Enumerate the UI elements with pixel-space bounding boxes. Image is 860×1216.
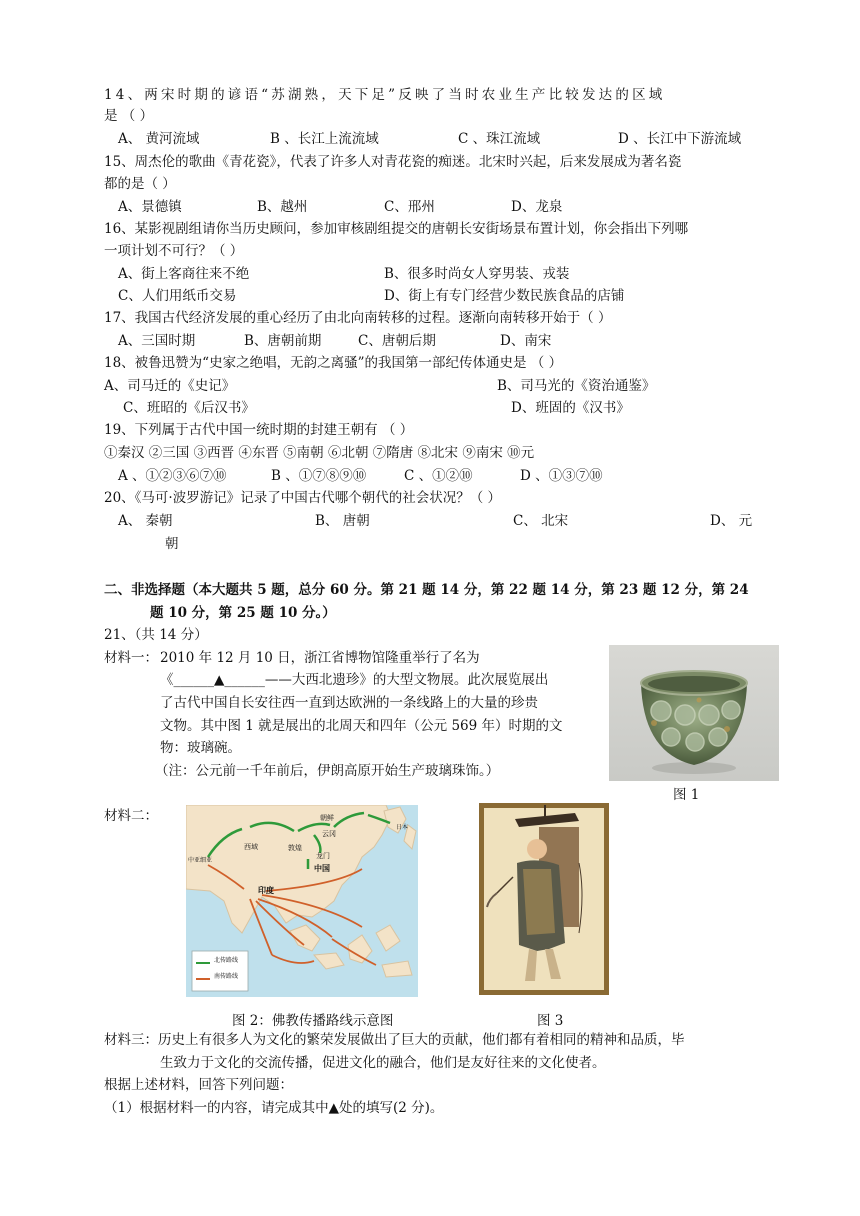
q15-option-d: D、龙泉: [511, 199, 563, 215]
q19-option-b: B 、①⑦⑧⑨⑩: [271, 468, 367, 484]
q18-option-d: D、班固的《汉书》: [511, 400, 630, 416]
q20-option-c: C、 北宋: [513, 513, 569, 529]
q14-option-c: C 、珠江流域: [458, 131, 541, 147]
q20-option-d: D、 元: [710, 513, 753, 529]
map-label: 龙门: [316, 852, 330, 860]
legend-north-route: 北传路线: [214, 957, 239, 964]
q19-stem: 19、下列属于古代中国一统时期的封建王朝有 （ ）: [104, 422, 414, 438]
q19-option-c: C 、①②⑩: [404, 468, 473, 484]
material-1-note: （注：公元前一千年前后，伊朗高原开始生产玻璃珠饰。）: [155, 763, 500, 779]
q19-items: ①秦汉 ②三国 ③西晋 ④东晋 ⑤南朝 ⑥北朝 ⑦隋唐 ⑧北宋 ⑨南宋 ⑩元: [104, 445, 535, 461]
material-1-line: 物：玻璃碗。: [160, 740, 241, 756]
q15-stem: 15、周杰伦的歌曲《青花瓷》，代表了许多人对青花瓷的痴迷。北宋时兴起，后来发展成为著名瓷: [104, 154, 682, 170]
map-label: 日本: [396, 824, 409, 831]
monk-image: [479, 803, 609, 995]
q16-stem: 16、某影视剧组请你当历史顾问，参加审核剧组提交的唐朝长安街场景布置计划，你会指出下列哪: [104, 221, 689, 237]
figure-2-caption: 图 2：佛教传播路线示意图: [232, 1013, 394, 1029]
figure-3-monk-painting: [479, 803, 609, 995]
material-3-line: 生致力于文化的交流传播，促进文化的融合，他们是友好往来的文化使者。: [160, 1055, 606, 1071]
material-1-label: 材料一：: [104, 650, 158, 666]
q15-option-b: B、越州: [257, 199, 308, 215]
material-1-line: 了古代中国自长安往西一直到达欧洲的一条线路上的大量的珍贵: [160, 695, 538, 711]
q18-option-c: C、班昭的《后汉书》: [123, 400, 255, 416]
q17-option-a: A、三国时期: [118, 333, 196, 349]
map-label: 印度: [258, 885, 274, 895]
q15-option-a: A、景德镇: [118, 199, 182, 215]
figure-2-buddhism-route-map: [186, 805, 418, 997]
q18-option-b: B、司马光的《资治通鉴》: [497, 378, 656, 394]
legend-south-route: 南传路线: [214, 973, 239, 980]
q20-option-b: B、 唐朝: [315, 513, 370, 529]
material-2-label: 材料二：: [104, 808, 158, 824]
q17-stem: 17、我国古代经济发展的重心经历了由北向南转移的过程。逐渐向南转移开始于（ ）: [104, 310, 612, 326]
q19-option-d: D 、①③⑦⑩: [520, 468, 603, 484]
q14-option-a: A、 黄河流域: [118, 131, 200, 147]
material-3-line: 材料三：历史上有很多人为文化的繁荣发展做出了巨大的贡献，他们都有着相同的精神和品质，毕: [104, 1032, 685, 1048]
q16-option-a: A、街上客商往来不绝: [118, 266, 250, 282]
q16-stem-cont: 一项计划不可行？（ ）: [104, 243, 244, 259]
q17-option-c: C、唐朝后期: [358, 333, 436, 349]
map-label: 云冈: [322, 830, 336, 838]
material-1-line: 2010 年 12 月 10 日，浙江省博物馆隆重举行了名为: [160, 650, 480, 666]
material-1-line: 《______▲______——大西北遗珍》的大型文物展。此次展览展出: [160, 672, 549, 688]
map-label: 朝鲜: [320, 814, 334, 822]
figure-1-glass-bowl-photo: [609, 645, 779, 781]
q16-option-c: C、人们用纸币交易: [118, 288, 237, 304]
q17-option-b: B、唐朝前期: [244, 333, 322, 349]
map-label: 西域: [244, 843, 258, 851]
map-graphic: [186, 805, 418, 997]
q15-stem-cont: 都的是（ ）: [104, 176, 176, 192]
map-label: 中国: [314, 863, 330, 873]
section-title-cont: 题 10 分，第 25 题 10 分。）: [150, 605, 336, 621]
q20-option-d-cont: 朝: [165, 536, 179, 552]
q19-option-a: A 、①②③⑥⑦⑩: [118, 468, 227, 484]
q18-option-a: A、司马迁的《史记》: [104, 378, 236, 394]
figure-1-caption: 图 1: [673, 787, 700, 803]
q18-stem: 18、被鲁迅赞为“史家之绝唱，无韵之离骚”的我国第一部纪传体通史是 （ ）: [104, 355, 563, 371]
map-label: 中亚细亚: [188, 857, 213, 864]
q17-option-d: D、南宋: [500, 333, 552, 349]
q20-option-a: A、 秦朝: [118, 513, 173, 529]
material-1-line: 文物。其中图 1 就是展出的北周天和四年（公元 569 年）时期的文: [160, 718, 563, 734]
glass-bowl-image: [609, 645, 779, 781]
sub-question-1: （1）根据材料一的内容，请完成其中▲处的填写(2 分)。: [104, 1100, 444, 1116]
instruction: 根据上述材料，回答下列问题：: [104, 1077, 293, 1093]
q21-header: 21、（共 14 分）: [104, 627, 208, 643]
q14-option-b: B 、长江上流流域: [270, 131, 379, 147]
q16-option-b: B、很多时尚女人穿男装、戎装: [384, 266, 570, 282]
map-label: 敦煌: [288, 844, 302, 852]
q16-option-d: D、街上有专门经营少数民族食品的店铺: [384, 288, 625, 304]
q14-stem-cont: 是 （ ）: [104, 108, 154, 124]
q15-option-c: C、邢州: [384, 199, 435, 215]
figure-3-caption: 图 3: [537, 1013, 564, 1029]
q14-option-d: D 、长江中下游流域: [618, 131, 742, 147]
q14-stem: 14、两宋时期的谚语“苏湖熟，天下足”反映了当时农业生产比较发达的区域: [104, 87, 666, 103]
section-title: 二、非选择题（本大题共 5 题，总分 60 分。第 21 题 14 分，第 22 题 14 分，第 23 题 12 分，第 24: [104, 582, 749, 598]
q20-stem: 20、《马可·波罗游记》记录了中国古代哪个朝代的社会状况？（ ）: [104, 490, 502, 506]
